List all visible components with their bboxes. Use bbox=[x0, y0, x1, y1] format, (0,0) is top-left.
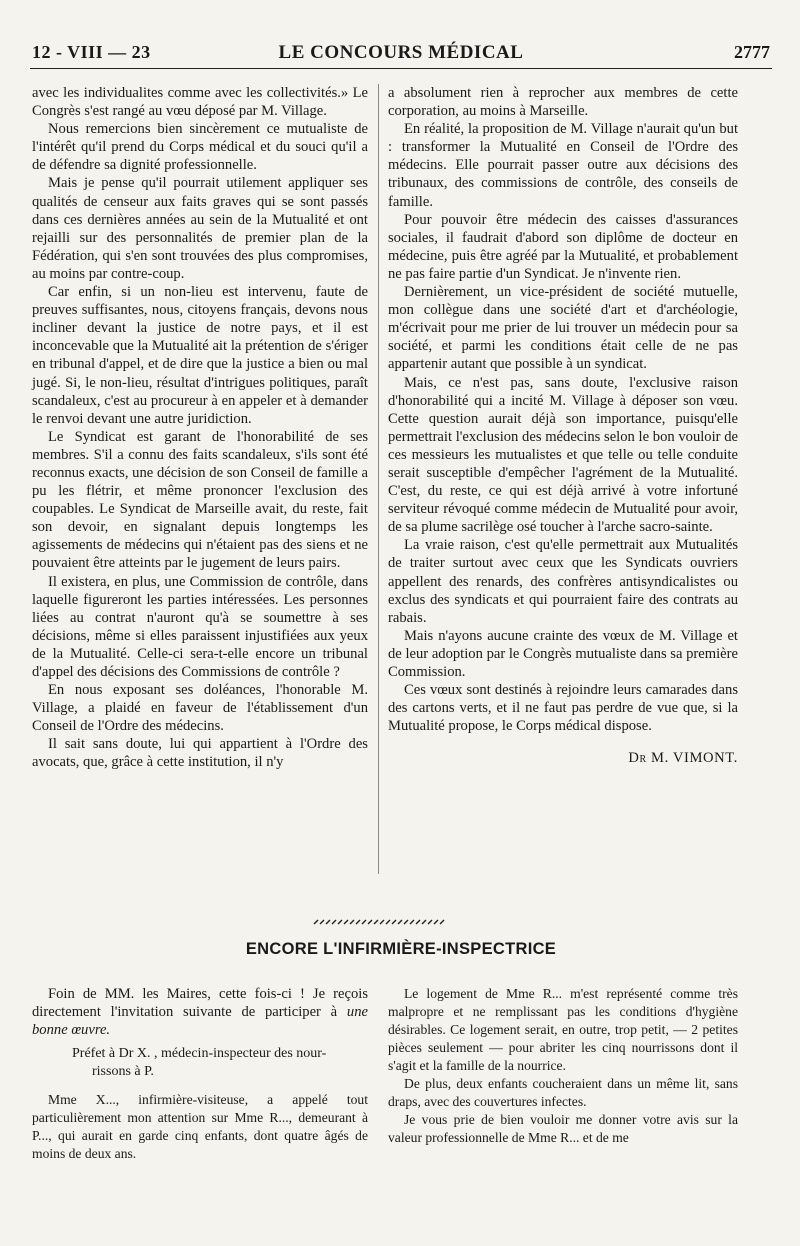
paragraph: La vraie raison, c'est qu'elle permettrait aux Mutualités de traiter surtout avec ceux que les Syndicats ouvriers appellent des renards, des confrères antisyndicalistes ou exclus des syndicats et qui pourraient faire des contrats au rabais. bbox=[388, 537, 738, 626]
intro-emphasis: une bonne œuvre. bbox=[32, 1004, 368, 1039]
paragraph: Car enfin, si un non-lieu est intervenu, faute de preuves suffisantes, nous, citoyens français, devons nous incliner devant la justice de notre pays, et il est inconcevable que la Mutualité ait la prétention de s'ériger en tribunal d'appel, et de dire que la justice a bien ou mal jugé. Si, le non-lieu, résultat d'intrigues politiques, paraît scandaleux, c'est au procureur à en appeler et à demander le renvoi devant une autre juridiction. bbox=[32, 284, 368, 427]
section2-right-column bbox=[388, 985, 738, 1147]
paragraph: Je vous prie de bien vouloir me donner votre avis sur la valeur professionnelle de Mme R... et de me bbox=[388, 1112, 738, 1145]
paragraph: Ces vœux sont destinés à rejoindre leurs camarades dans des cartons verts, et il ne faut pas perdre de vue que, si la Mutualité propose, le Corps médical dispose. bbox=[388, 682, 738, 735]
section-ornament bbox=[312, 918, 446, 926]
paragraph: Il existera, en plus, une Commission de contrôle, dans laquelle figureront les parties intéressées. Les personnes liées au contrat n'auront qu'à se soumettre à ses décisions, même si elles paraissent injustifiées aux yeux de la Mutualité. Celle-ci sera-t-elle encore un tribunal d'appel des décisions des Commissions de contrôle ? bbox=[32, 573, 368, 680]
paragraph: Le logement de Mme R... m'est représenté comme très malpropre et ne remplissant pas les conditions d'hygiène désirables. Ce logement serait, en outre, trop petit, — 2 petites pièces seulement — pour abriter les cinq nourrissons dont il s'agit et la famille de la nourrice. bbox=[388, 986, 738, 1073]
paragraph: En nous exposant ses doléances, l'honorable M. Village, a plaidé en faveur de l'établissement d'un Conseil de l'Ordre des médecins. bbox=[32, 682, 368, 735]
letter-address bbox=[32, 1045, 368, 1081]
paragraph: Mais, ce n'est pas, sans doute, l'exclusive raison d'honorabilité qui a incité M. Village à déposer son vœu. Cette question aurait déjà son importance, puisqu'elle permettrait l'exclusion des médecins selon le bon vouloir de ces messieurs les mutualistes et que telle ou telle conduite serait susceptible d'empêcher l'agrément de la Mutualité. C'est, du reste, ce qui est déjà arrivé à votre infortuné serviteur révoqué comme médecin de Mutualité pour avoir, de sa plume sacrilège osé toucher à l'arche sacro-sainte. bbox=[388, 374, 738, 536]
page-number: 2777 bbox=[734, 42, 770, 62]
paragraph: En réalité, la proposition de M. Village n'aurait qu'un but : transformer la Mutualité en Conseil de l'Ordre des médecins. Elle pourrait passer outre aux décisions des tribunaux, des commissions de contrôle, des conseils de famille. bbox=[388, 121, 738, 210]
section2-left-column bbox=[32, 985, 368, 1163]
paragraph: Mais n'ayons aucune crainte des vœux de M. Village et de leur adoption par le Congrès mutualiste dans sa première Commission. bbox=[388, 627, 738, 680]
intro-text: Foin de MM. les Maires, cette fois-ci ! Je reçois directement l'invitation suivante de participer à bbox=[32, 986, 368, 1021]
journal-title: LE CONCOURS MÉDICAL bbox=[278, 42, 524, 63]
paragraph: avec les individualites comme avec les collectivités.» Le Congrès s'est rangé au vœu déposé par M. Village. bbox=[32, 85, 368, 120]
right-column bbox=[388, 84, 738, 767]
paragraph: Le Syndicat est garant de l'honorabilité de ses membres. S'il a connu des faits scandaleux, s'ils sont été reconnus exacts, une décision de son Conseil de famille a pu les flétrir, et même prononcer l'exclusion des coupables. Le Syndicat de Marseille avait, du reste, fait son devoir, en signalant depuis longtemps les agissements de médecins qui n'étaient pas des siens et ne pouvaient être atteints par le jugement de leurs pairs. bbox=[32, 428, 368, 572]
paragraph: Nous remercions bien sincèrement ce mutualiste de l'intérêt qu'il prend du Corps médical et du souci qu'il a de défendre sa dignité professionnelle. bbox=[32, 121, 368, 174]
column-divider bbox=[378, 84, 379, 874]
paragraph: De plus, deux enfants coucheraient dans un même lit, sans draps, avec des couvertures infectes. bbox=[388, 1076, 738, 1109]
intro-paragraph bbox=[32, 985, 368, 1039]
section-title: ENCORE L'INFIRMIÈRE-INSPECTRICE bbox=[245, 940, 557, 958]
paragraph: a absolument rien à reprocher aux membres de cette corporation, au moins à Marseille. bbox=[388, 85, 738, 120]
author-signature: Dr M. VIMONT. bbox=[628, 750, 738, 767]
paragraph: Il sait sans doute, lui qui appartient à l'Ordre des avocats, que, grâce à cette institution, il n'y bbox=[32, 736, 368, 771]
paragraph: Pour pouvoir être médecin des caisses d'assurances sociales, il faudrait d'abord son diplôme de docteur en médecine, puis être agréé par la Mutualité, et probablement ne pas faire partie d'un Syndicat. Je n'invente rien. bbox=[388, 211, 738, 282]
page-date: 12 - VIII — 23 bbox=[32, 42, 151, 62]
running-header bbox=[30, 38, 772, 69]
left-column bbox=[32, 84, 368, 772]
paragraph: Mais je pense qu'il pourrait utilement appliquer ses qualités de censeur aux faits graves qui se sont passés dans ces dernières années au sein de la Mutualité et ont rejailli sur des personnalités de premier plan de la Fédération, qui s'en sont trouvées des plus compromises, au moins par contre-coup. bbox=[32, 175, 368, 282]
address-line: Préfet à Dr X. , médecin-inspecteur des nour- bbox=[72, 1046, 327, 1062]
paragraph: Mme X..., infirmière-visiteuse, a appelé tout particulièrement mon attention sur Mme R..., demeurant à P..., qui aurait en garde cinq enfants, dont quatre âgés de moins de deux ans. bbox=[32, 1092, 368, 1162]
paragraph: Dernièrement, un vice-président de société mutuelle, mon collègue dans une société d'art et d'archéologie, m'écrivait pour me prier de lui trouver un médecin pour sa société, et parmi les conditions était celle de ne pas appartenir autant que possible à un syndicat. bbox=[388, 284, 738, 373]
address-line: rissons à P. bbox=[92, 1064, 154, 1080]
